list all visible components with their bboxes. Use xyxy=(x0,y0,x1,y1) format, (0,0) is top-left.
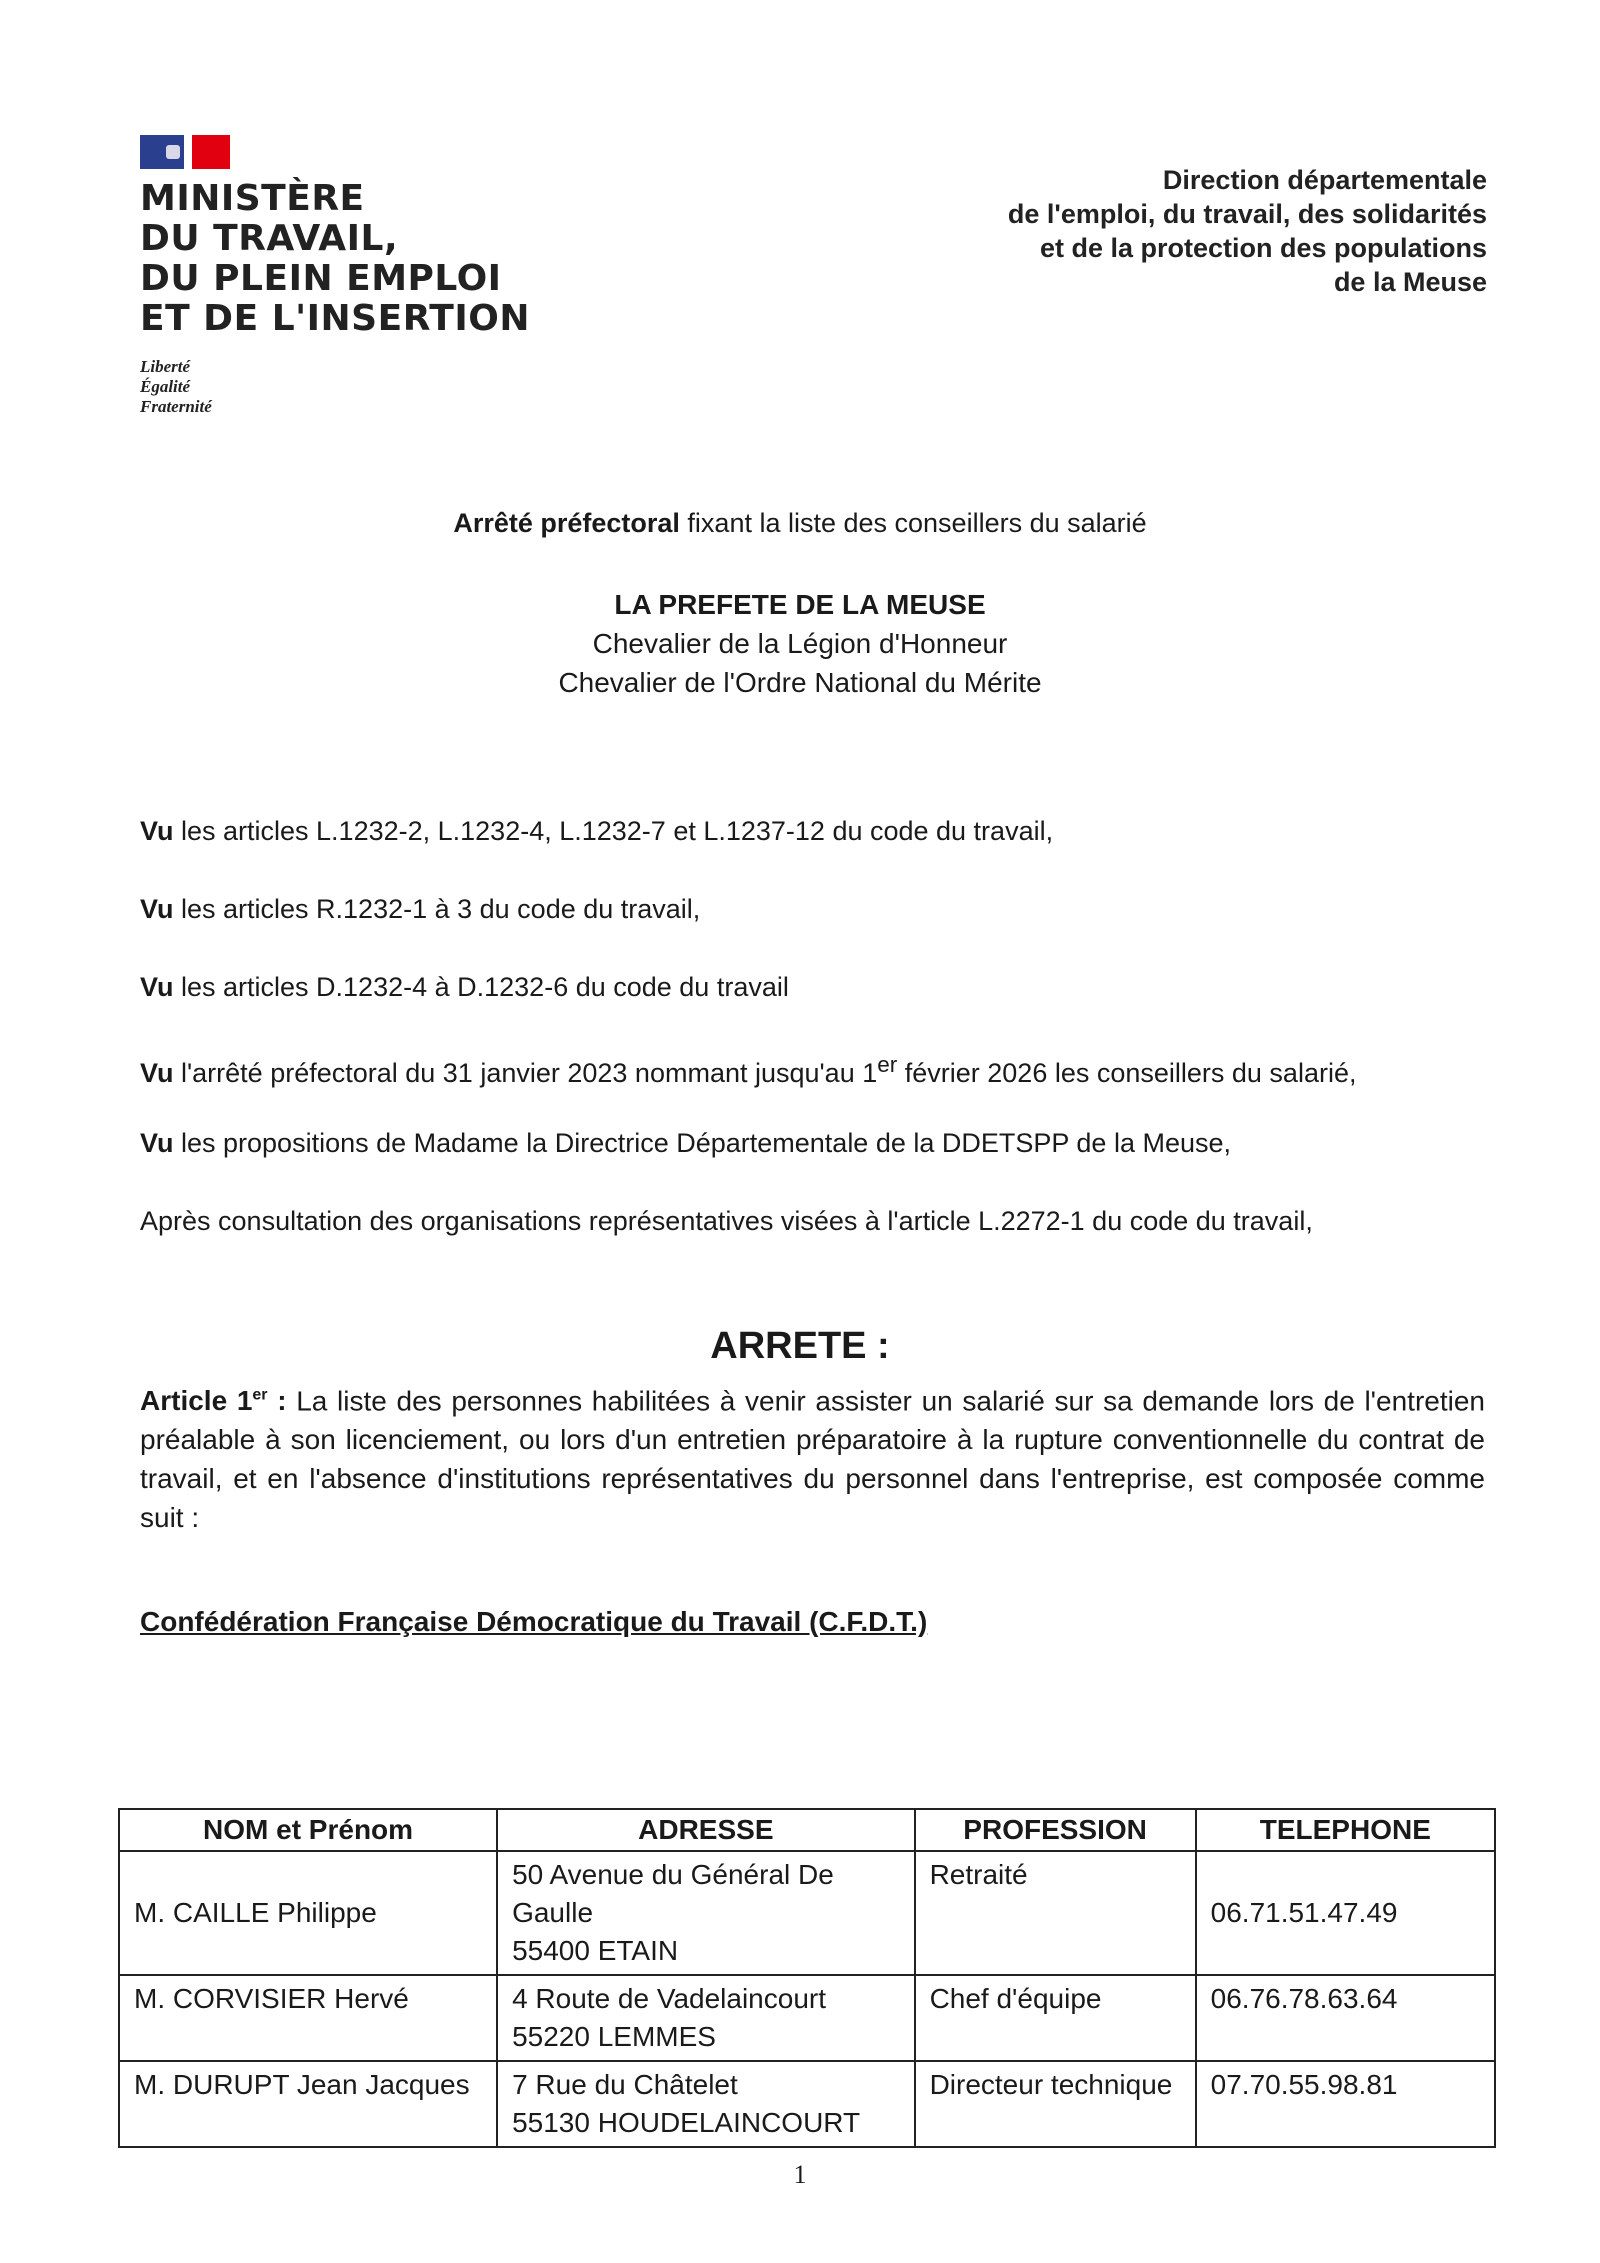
document-title xyxy=(0,508,1600,539)
cell-profession: Retraité xyxy=(915,1851,1196,1975)
cell-address xyxy=(497,2061,914,2147)
article-label xyxy=(140,1385,287,1416)
cell-name: M. DURUPT Jean Jacques xyxy=(119,2061,497,2147)
visa-lead: Vu xyxy=(140,1128,174,1158)
cell-address xyxy=(497,1851,914,1975)
address-line: 50 Avenue du Général De xyxy=(512,1859,834,1890)
cell-name: M. CORVISIER Hervé xyxy=(119,1975,497,2061)
republic-motto xyxy=(140,357,530,417)
visa-text: février 2026 les conseillers du salarié, xyxy=(897,1058,1357,1088)
table-row xyxy=(119,2061,1495,2147)
visa-text: l'arrêté préfectoral du 31 janvier 2023 nommant jusqu'au 1 xyxy=(173,1058,878,1088)
cell-name: M. CAILLE Philippe xyxy=(119,1851,497,1975)
address-line: Gaulle xyxy=(512,1897,594,1928)
cell-telephone: 07.70.55.98.81 xyxy=(1196,2061,1495,2147)
direction-line: Direction départementale xyxy=(1162,165,1487,195)
visas-list xyxy=(140,814,1480,1282)
ministry-logo xyxy=(140,135,530,417)
cell-profession: Chef d'équipe xyxy=(915,1975,1196,2061)
title-rest: fixant la liste des conseillers du salarié xyxy=(679,508,1147,538)
article-label-colon: : xyxy=(267,1385,287,1417)
visa-item xyxy=(140,1048,1480,1126)
visa-item xyxy=(140,1126,1480,1204)
ministry-line: DU PLEIN EMPLOI xyxy=(140,258,502,299)
cell-profession: Directeur technique xyxy=(915,2061,1196,2147)
visa-lead: Vu xyxy=(140,1058,174,1088)
table-row xyxy=(119,1851,1495,1975)
address-line: 55220 LEMMES xyxy=(512,2021,716,2052)
prefet-distinction: Chevalier de l'Ordre National du Mérite xyxy=(558,667,1042,698)
article-label-text: Article 1 xyxy=(140,1385,253,1417)
consultation-item xyxy=(140,1204,1480,1282)
article-text: La liste des personnes habilitées à venir assister un salarié sur sa demande lors de l'entretien préalable à son licenciement, ou lors d'un entretien préparatoire à la rupture conventionnelle du contrat de travail, et en l'absence d'institutions représentatives du personnel dans l'entreprise, est composée comme suit : xyxy=(140,1385,1485,1534)
visa-text: les articles D.1232-4 à D.1232-6 du code du travail xyxy=(173,972,789,1002)
ministry-name xyxy=(140,179,530,339)
header-name: NOM et Prénom xyxy=(119,1809,497,1851)
confederation-heading: Confédération Française Démocratique du Travail (C.F.D.T.) xyxy=(140,1606,928,1637)
visa-text: les articles L.1232-2, L.1232-4, L.1232-7 et L.1237-12 du code du travail, xyxy=(173,816,1054,846)
visa-item xyxy=(140,814,1480,892)
direction-line: et de la protection des populations xyxy=(1039,233,1487,263)
cell-telephone: 06.76.78.63.64 xyxy=(1196,1975,1495,2061)
ministry-line: DU TRAVAIL, xyxy=(140,218,399,259)
article-1 xyxy=(140,1376,1485,1537)
address-line: 55130 HOUDELAINCOURT xyxy=(512,2107,861,2138)
visa-text: les propositions de Madame la Directrice Départementale de la DDETSPP de la Meuse, xyxy=(173,1128,1232,1158)
motto-line: Fraternité xyxy=(140,397,212,416)
visa-lead: Vu xyxy=(140,972,174,1002)
cell-address xyxy=(497,1975,914,2061)
motto-line: Égalité xyxy=(140,377,191,396)
page-number: 1 xyxy=(793,2160,807,2189)
marianne-flag-icon xyxy=(140,135,530,169)
prefet-distinction: Chevalier de la Légion d'Honneur xyxy=(592,628,1008,659)
arrete-heading: ARRETE : xyxy=(710,1325,890,1367)
visa-text: les articles R.1232-1 à 3 du code du travail, xyxy=(173,894,701,924)
header-telephone: TELEPHONE xyxy=(1196,1809,1495,1851)
table-row xyxy=(119,1975,1495,2061)
direction-line: de la Meuse xyxy=(1333,267,1487,297)
header-profession: PROFESSION xyxy=(915,1809,1196,1851)
issuing-direction xyxy=(1008,163,1487,299)
visa-lead: Vu xyxy=(140,816,174,846)
visa-item xyxy=(140,970,1480,1048)
ministry-line: MINISTÈRE xyxy=(140,178,365,219)
ministry-line: ET DE L'INSERTION xyxy=(140,298,530,339)
consultation-text: Après consultation des organisations représentatives visées à l'article L.2272-1 du code du travail, xyxy=(140,1206,1313,1236)
address-line: 55400 ETAIN xyxy=(512,1935,679,1966)
prefet-title: LA PREFETE DE LA MEUSE xyxy=(614,589,986,620)
motto-line: Liberté xyxy=(140,357,191,376)
table-header-row xyxy=(119,1809,1495,1851)
cell-telephone: 06.71.51.47.49 xyxy=(1196,1851,1495,1975)
counsellors-table xyxy=(118,1808,1496,2148)
article-label-sup: er xyxy=(252,1387,268,1404)
header-address: ADRESSE xyxy=(497,1809,914,1851)
visa-lead: Vu xyxy=(140,894,174,924)
title-bold: Arrêté préfectoral xyxy=(453,508,680,538)
prefet-block xyxy=(0,585,1600,702)
visa-sup: er xyxy=(877,1052,898,1077)
direction-line: de l'emploi, du travail, des solidarités xyxy=(1007,199,1487,229)
address-line: 7 Rue du Châtelet xyxy=(512,2069,738,2100)
address-line: 4 Route de Vadelaincourt xyxy=(512,1983,826,2014)
visa-item xyxy=(140,892,1480,970)
